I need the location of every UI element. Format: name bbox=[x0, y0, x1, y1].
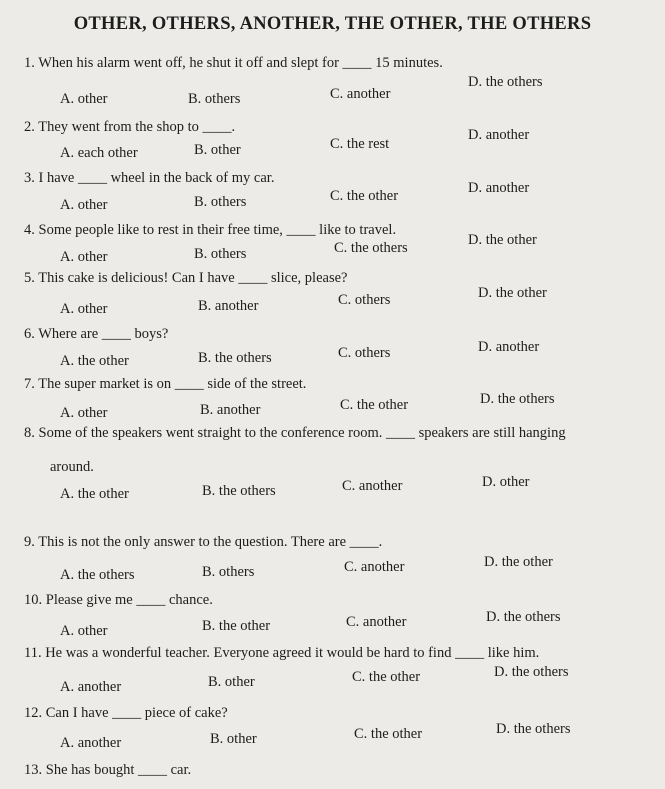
question-7: 7. The super market is on ____ side of the street. bbox=[24, 376, 307, 392]
q9-option-b: B. others bbox=[202, 564, 255, 580]
question-5: 5. This cake is delicious! Can I have ____ slice, please? bbox=[24, 270, 348, 286]
q10-option-a: A. other bbox=[60, 623, 108, 639]
q11-option-a: A. another bbox=[60, 679, 122, 695]
question-6: 6. Where are ____ boys? bbox=[24, 326, 169, 342]
question-12: 12. Can I have ____ piece of cake? bbox=[24, 705, 228, 721]
q11-option-c: C. the other bbox=[352, 669, 421, 685]
q12-option-b: B. other bbox=[210, 731, 257, 747]
q8-option-d: D. other bbox=[482, 474, 530, 490]
question-3: 3. I have ____ wheel in the back of my car. bbox=[24, 170, 275, 186]
worksheet-title: OTHER, OTHERS, ANOTHER, THE OTHER, THE OTHERS bbox=[73, 14, 592, 34]
q8-option-b: B. the others bbox=[202, 483, 276, 499]
q2-option-b: B. other bbox=[194, 142, 241, 158]
question-1: 1. When his alarm went off, he shut it off and slept for ____ 15 minutes. bbox=[24, 55, 443, 71]
q10-option-d: D. the others bbox=[486, 609, 561, 625]
q3-option-a: A. other bbox=[60, 197, 108, 213]
q5-option-b: B. another bbox=[198, 298, 259, 314]
q1-option-a: A. other bbox=[60, 91, 108, 107]
q12-option-a: A. another bbox=[60, 735, 122, 751]
q10-option-b: B. the other bbox=[202, 618, 271, 634]
q9-option-d: D. the other bbox=[484, 554, 553, 570]
q5-option-c: C. others bbox=[338, 292, 391, 308]
q4-option-d: D. the other bbox=[468, 232, 537, 248]
q7-option-a: A. other bbox=[60, 405, 108, 421]
q8-option-c: C. another bbox=[342, 478, 403, 494]
q12-option-c: C. the other bbox=[354, 726, 423, 742]
question-10: 10. Please give me ____ chance. bbox=[24, 592, 213, 608]
question-9: 9. This is not the only answer to the question. There are ____. bbox=[24, 534, 383, 550]
q1-option-d: D. the others bbox=[468, 74, 543, 90]
q3-option-b: B. others bbox=[194, 194, 247, 210]
q7-option-c: C. the other bbox=[340, 397, 409, 413]
question-2: 2. They went from the shop to ____. bbox=[24, 119, 236, 135]
q2-option-d: D. another bbox=[468, 127, 530, 143]
question-4: 4. Some people like to rest in their free time, ____ like to travel. bbox=[24, 222, 397, 238]
q2-option-a: A. each other bbox=[60, 145, 138, 161]
q10-option-c: C. another bbox=[346, 614, 407, 630]
q6-option-d: D. another bbox=[478, 339, 540, 355]
q12-option-d: D. the others bbox=[496, 721, 571, 737]
q11-option-b: B. other bbox=[208, 674, 255, 690]
q9-option-a: A. the others bbox=[60, 567, 135, 583]
q4-option-b: B. others bbox=[194, 246, 247, 262]
question-13: 13. She has bought ____ car. bbox=[24, 762, 192, 778]
q3-option-d: D. another bbox=[468, 180, 530, 196]
q6-option-a: A. the other bbox=[60, 353, 129, 369]
q4-option-a: A. other bbox=[60, 249, 108, 265]
q5-option-a: A. other bbox=[60, 301, 108, 317]
q7-option-d: D. the others bbox=[480, 391, 555, 407]
question-8-continued: around. bbox=[50, 459, 94, 475]
q1-option-b: B. others bbox=[188, 91, 241, 107]
q9-option-c: C. another bbox=[344, 559, 405, 575]
q5-option-d: D. the other bbox=[478, 285, 547, 301]
question-8: 8. Some of the speakers went straight to the conference room. ____ speakers are still hanging bbox=[24, 425, 566, 441]
q7-option-b: B. another bbox=[200, 402, 261, 418]
q4-option-c: C. the others bbox=[334, 240, 408, 256]
q8-option-a: A. the other bbox=[60, 486, 129, 502]
q1-option-c: C. another bbox=[330, 86, 391, 102]
q2-option-c: C. the rest bbox=[330, 136, 390, 152]
q6-option-b: B. the others bbox=[198, 350, 272, 366]
question-11: 11. He was a wonderful teacher. Everyone agreed it would be hard to find ____ like him. bbox=[24, 645, 540, 661]
q6-option-c: C. others bbox=[338, 345, 391, 361]
q11-option-d: D. the others bbox=[494, 664, 569, 680]
q3-option-c: C. the other bbox=[330, 188, 399, 204]
